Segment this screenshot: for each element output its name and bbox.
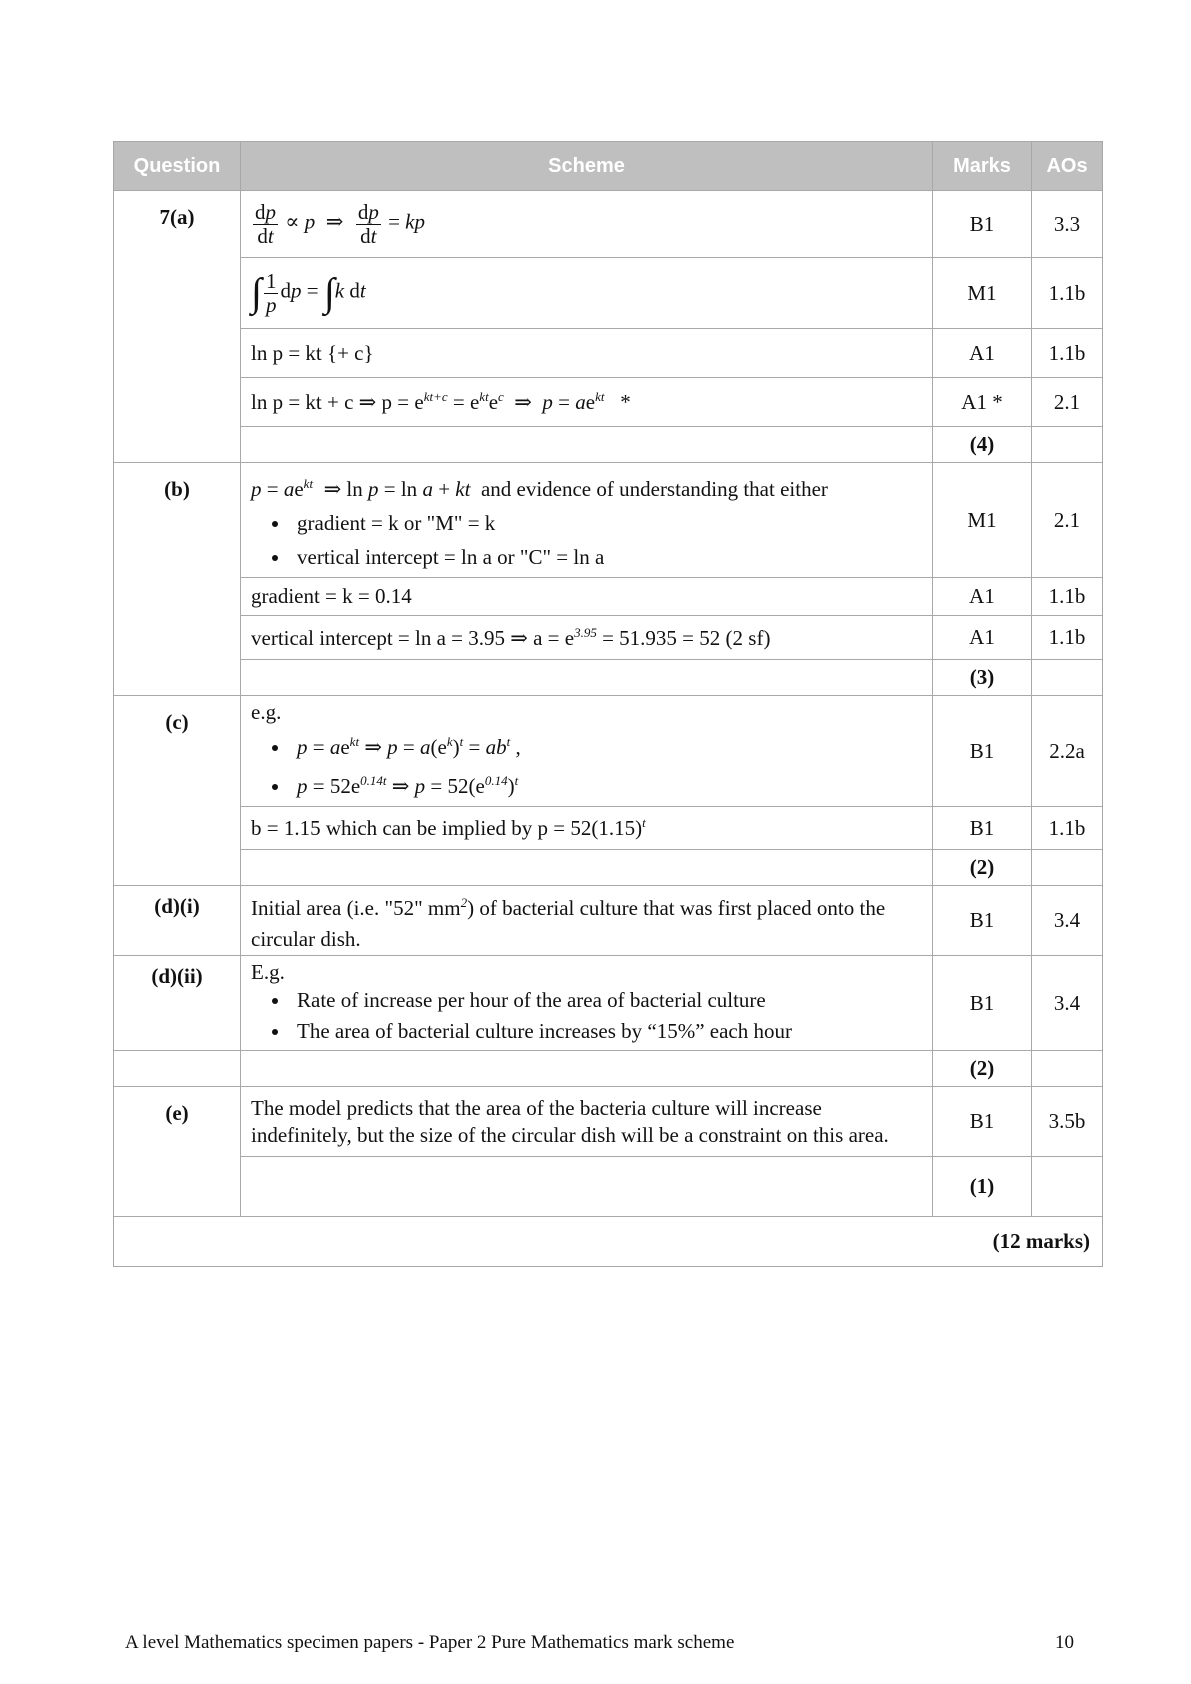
table-row	[114, 1051, 1103, 1087]
scheme-cell: $\frac{dp}{dt}$ ∝ p ⇒ $\frac{dp}{dt}$ = kp	[241, 191, 933, 258]
table-row	[114, 329, 1103, 378]
total-marks: (12 marks)	[114, 1217, 1103, 1267]
ao-cell: 3.3	[1032, 191, 1103, 258]
footer-title: A level Mathematics specimen papers - Paper 2 Pure Mathematics mark scheme	[125, 1632, 735, 1653]
mark-cell: B1	[933, 807, 1032, 850]
mark-cell: M1	[933, 463, 1032, 578]
table-row	[114, 1217, 1103, 1267]
scheme-text: vertical intercept = ln a = 3.95 ⇒ a = e	[251, 625, 575, 650]
scheme-cell: The model predicts that the area of the bacteria culture will increase indefinitely, but the size of the circular dish will be a constraint on this area.	[241, 1087, 933, 1157]
list-item: • vertical intercept = ln a or "C" = ln a	[291, 540, 922, 574]
table-row	[114, 616, 1103, 660]
mark-cell: B1	[933, 886, 1032, 956]
ao-cell: 1.1b	[1032, 807, 1103, 850]
table-row	[114, 463, 1103, 578]
scheme-text: kp	[405, 209, 425, 234]
scheme-cell: gradient = k = 0.14	[241, 578, 933, 616]
mark-cell: B1	[933, 1087, 1032, 1157]
list-item: • gradient = k or "M" = k	[291, 506, 922, 540]
list-item: • $p = ae^{kt}$ ⇒ $p = a(e^k)^t = ab^t$ ,	[291, 725, 922, 764]
scheme-cell: ln p = kt {+ c}	[241, 329, 933, 378]
page-number: 10	[1055, 1632, 1074, 1653]
scheme-cell	[241, 1051, 933, 1087]
mark-scheme-table	[113, 141, 1103, 1267]
ao-cell: 2.2a	[1032, 696, 1103, 807]
table-row	[114, 807, 1103, 850]
scheme-cell	[241, 427, 933, 463]
scheme-cell	[241, 886, 933, 956]
table-row	[114, 578, 1103, 616]
mark-cell: A1	[933, 616, 1032, 660]
mark-cell: A1 *	[933, 378, 1032, 427]
ao-cell: 3.5b	[1032, 1087, 1103, 1157]
mark-cell: B1	[933, 696, 1032, 807]
scheme-cell	[241, 850, 933, 886]
scheme-text: e.g.	[251, 700, 282, 724]
scheme-text: and evidence of understanding that either	[480, 476, 828, 501]
ao-cell	[1032, 1157, 1103, 1217]
header-aos: AOs	[1032, 142, 1103, 191]
scheme-cell	[241, 956, 933, 1051]
table-row	[114, 956, 1103, 1051]
scheme-text: ln p = kt + c ⇒ p = e	[251, 390, 424, 414]
ao-cell	[1032, 427, 1103, 463]
subtotal-cell: (3)	[933, 660, 1032, 696]
ao-cell: 3.4	[1032, 886, 1103, 956]
scheme-cell	[241, 616, 933, 660]
scheme-cell: $p = ae^{kt}$ ⇒ ln p = ln a + kt and evidence of understanding that either • gradient = k or "M" = k • vertical intercept = ln a or "C" = ln a	[241, 463, 933, 578]
scheme-text: = 51.935 = 52 (2 sf)	[596, 625, 771, 650]
scheme-cell	[241, 1157, 933, 1217]
question-label: (d)(i)	[114, 886, 241, 956]
scheme-cell	[241, 660, 933, 696]
ao-cell	[1032, 850, 1103, 886]
scheme-cell	[241, 807, 933, 850]
table-row	[114, 1087, 1103, 1157]
ao-cell: 1.1b	[1032, 578, 1103, 616]
ao-cell	[1032, 660, 1103, 696]
question-label: (c)	[114, 696, 241, 886]
table-row	[114, 1157, 1103, 1217]
scheme-text: b = 1.15 which can be implied by p = 52(1.15)	[251, 816, 643, 840]
list-item: • The area of bacterial culture increases by “15%” each hour	[291, 1016, 922, 1047]
ao-cell: 2.1	[1032, 378, 1103, 427]
table-row	[114, 660, 1103, 696]
ao-cell: 1.1b	[1032, 258, 1103, 329]
subtotal-cell: (4)	[933, 427, 1032, 463]
exponent: 3.95	[574, 624, 597, 640]
question-label: 7(a)	[114, 191, 241, 463]
scheme-text: Initial area (i.e. "52" mm	[251, 895, 461, 920]
header-question: Question	[114, 142, 241, 191]
scheme-text: E.g.	[251, 960, 285, 984]
ao-cell: 1.1b	[1032, 616, 1103, 660]
scheme-cell: ∫ $\frac{1}{p}$ dp = ∫k dt	[241, 258, 933, 329]
mark-cell: B1	[933, 956, 1032, 1051]
table-row	[114, 696, 1103, 807]
header-marks: Marks	[933, 142, 1032, 191]
mark-cell: A1	[933, 578, 1032, 616]
table-row	[114, 258, 1103, 329]
ao-cell: 3.4	[1032, 956, 1103, 1051]
table-row	[114, 378, 1103, 427]
table-row	[114, 427, 1103, 463]
subtotal-cell: (2)	[933, 1051, 1032, 1087]
mark-cell: B1	[933, 191, 1032, 258]
table-header-row	[114, 142, 1103, 191]
question-cell	[114, 1051, 241, 1087]
list-item: • $p = 52e^{0.14t}$ ⇒ $p = 52(e^{0.14})^t$	[291, 764, 922, 803]
question-label: (d)(ii)	[114, 956, 241, 1051]
table-row	[114, 886, 1103, 956]
table-row	[114, 850, 1103, 886]
subtotal-cell: (1)	[933, 1157, 1032, 1217]
scheme-cell: ln p = kt + c ⇒ $p = e^{kt+c} = e^{kt}e^c$ ⇒ $p = ae^{kt}$ *	[241, 378, 933, 427]
mark-cell: A1	[933, 329, 1032, 378]
scheme-text: ) of bacterial culture that was first placed onto the circular dish.	[251, 895, 886, 951]
table-row	[114, 191, 1103, 258]
mark-cell: M1	[933, 258, 1032, 329]
header-scheme: Scheme	[241, 142, 933, 191]
scheme-cell	[241, 696, 933, 807]
exponent: 2	[460, 894, 468, 910]
ao-cell	[1032, 1051, 1103, 1087]
ao-cell: 2.1	[1032, 463, 1103, 578]
list-item: • Rate of increase per hour of the area of bacterial culture	[291, 985, 922, 1016]
exponent: t	[642, 815, 646, 830]
question-label: (b)	[114, 463, 241, 696]
ao-cell: 1.1b	[1032, 329, 1103, 378]
subtotal-cell: (2)	[933, 850, 1032, 886]
question-label: (e)	[114, 1087, 241, 1217]
